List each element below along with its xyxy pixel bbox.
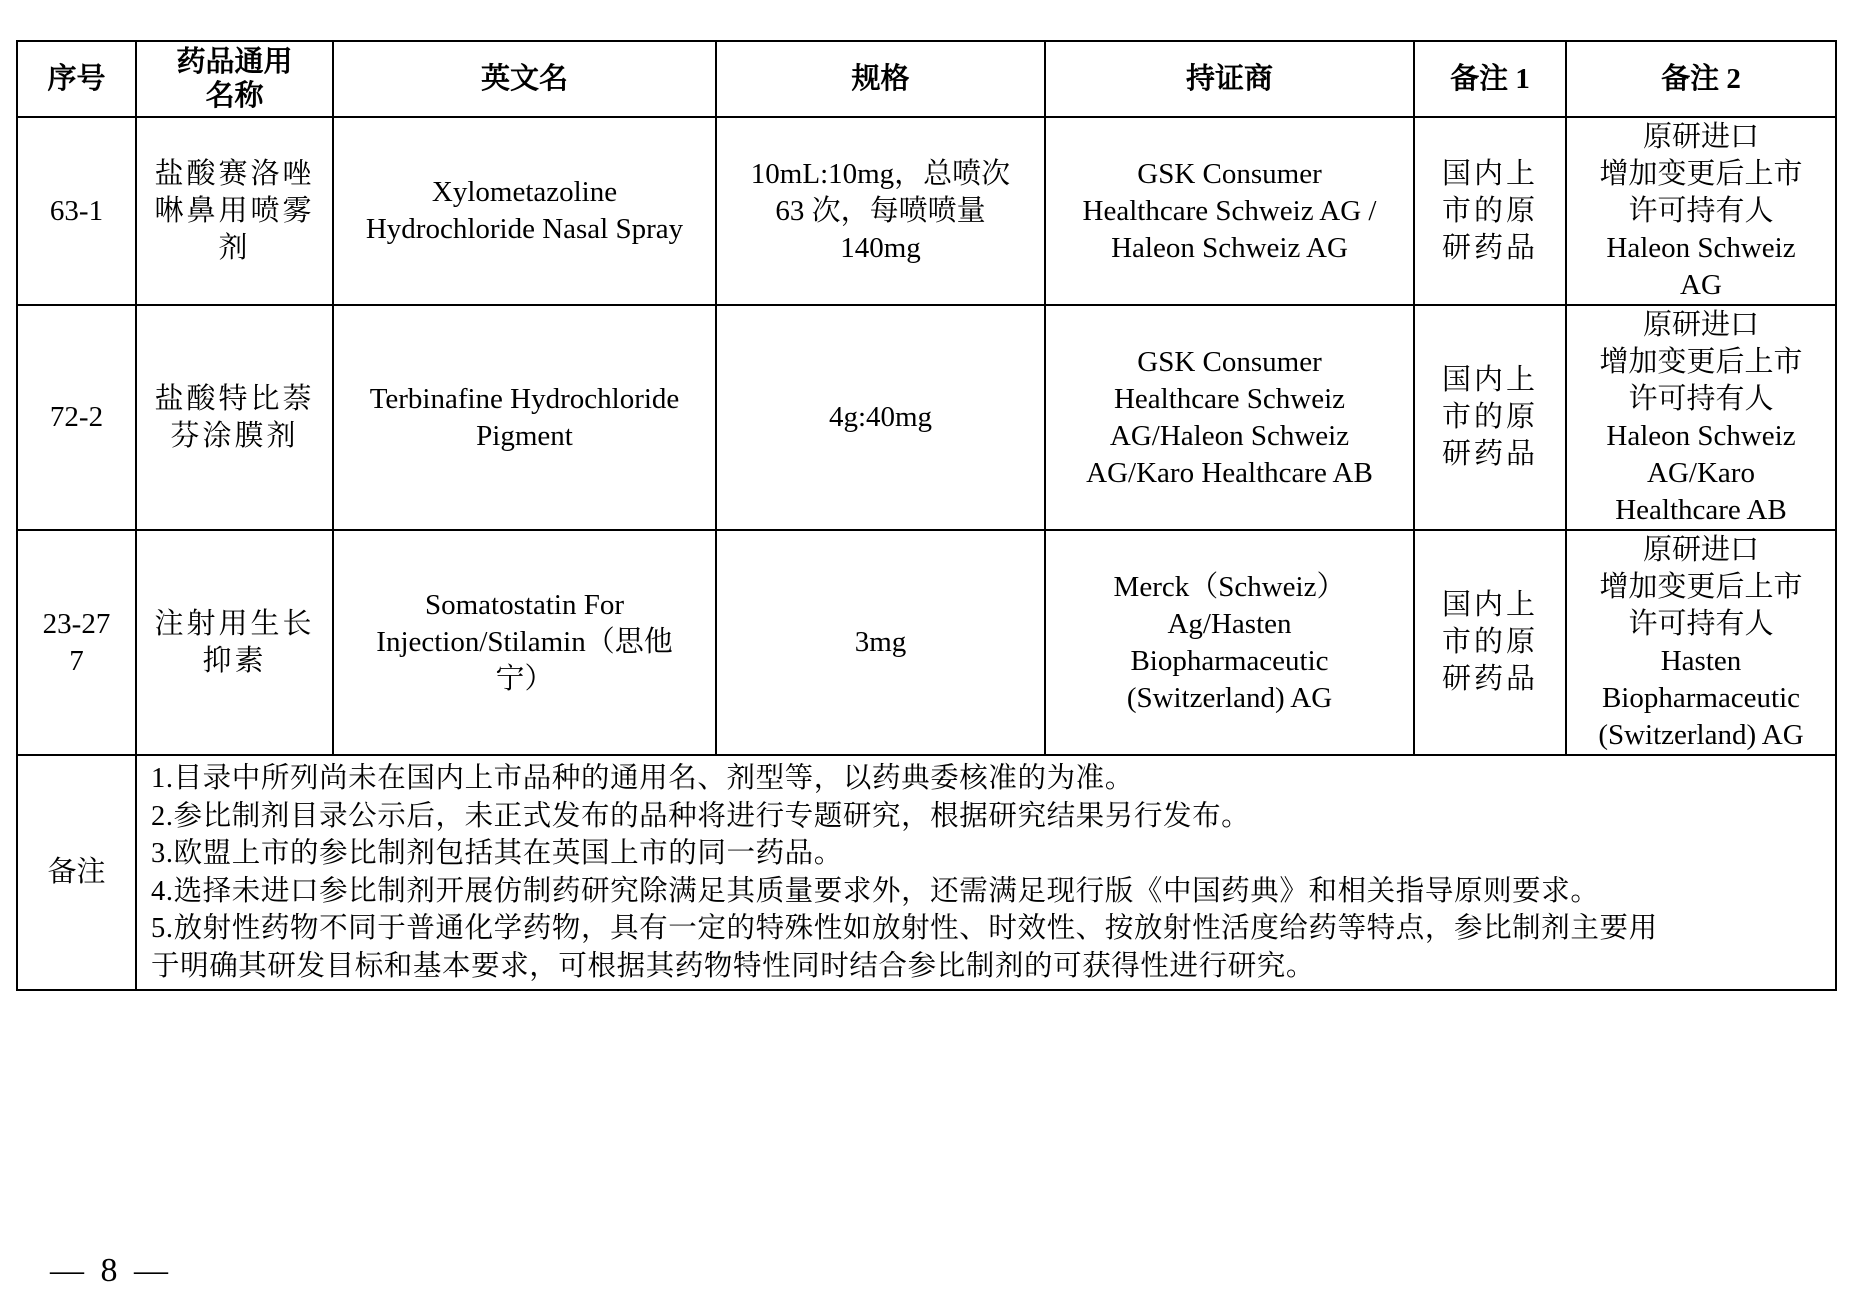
generic-name-cell: 盐酸赛洛唑 啉鼻用喷雾 剂: [136, 117, 333, 305]
header-seq: 序号: [17, 41, 136, 117]
header-english-name: 英文名: [333, 41, 716, 117]
holder-cell: Merck（Schweiz） Ag/Hasten Biopharmaceutic (Switzerland) AG: [1045, 530, 1414, 755]
note-line: 5.放射性药物不同于普通化学药物，具有一定的特殊性如放射性、时效性、按放射性活度给药等特点，参比制剂主要用: [151, 913, 1658, 944]
spec-cell: 3mg: [716, 530, 1045, 755]
header-holder: 持证商: [1045, 41, 1414, 117]
holder-cell: GSK Consumer Healthcare Schweiz AG/Haleon Schweiz AG/Karo Healthcare AB: [1045, 305, 1414, 530]
notes-row: [17, 755, 1836, 990]
note2-cell: 原研进口 增加变更后上市 许可持有人 Haleon Schweiz AG/Karo Healthcare AB: [1566, 305, 1836, 530]
table-row: [17, 530, 1836, 755]
english-name-cell: Terbinafine Hydrochloride Pigment: [333, 305, 716, 530]
generic-name-cell: 盐酸特比萘 芬涂膜剂: [136, 305, 333, 530]
note-line: 3.欧盟上市的参比制剂包括其在英国上市的同一药品。: [151, 838, 843, 869]
note1-cell: 国内上 市的原 研药品: [1414, 305, 1566, 530]
header-note1: 备注 1: [1414, 41, 1566, 117]
holder-cell: GSK Consumer Healthcare Schweiz AG / Haleon Schweiz AG: [1045, 117, 1414, 305]
table-row: [17, 305, 1836, 530]
notes-body: [136, 755, 1836, 990]
note-line: 4.选择未进口参比制剂开展仿制药研究除满足其质量要求外，还需满足现行版《中国药典》和相关指导原则要求。: [151, 875, 1600, 907]
note2-cell: 原研进口 增加变更后上市 许可持有人 Haleon Schweiz AG: [1566, 117, 1836, 305]
header-note2: 备注 2: [1566, 41, 1836, 117]
notes-label: 备注: [17, 755, 136, 990]
seq-cell: 23-27 7: [17, 530, 136, 755]
table-row: [17, 117, 1836, 305]
note-line: 于明确其研发目标和基本要求，可根据其药物特性同时结合参比制剂的可获得性进行研究。: [151, 950, 1316, 982]
note-line: 2.参比制剂目录公示后，未正式发布的品种将进行专题研究，根据研究结果另行发布。: [151, 800, 1251, 832]
page-number: — 8 —: [50, 1252, 172, 1289]
english-name-cell: Somatostatin For Injection/Stilamin（思他 宁）: [333, 530, 716, 755]
reference-drug-table: [16, 40, 1837, 991]
note1-cell: 国内上 市的原 研药品: [1414, 530, 1566, 755]
english-name-cell: Xylometazoline Hydrochloride Nasal Spray: [333, 117, 716, 305]
generic-name-cell: 注射用生长 抑素: [136, 530, 333, 755]
spec-cell: 4g:40mg: [716, 305, 1045, 530]
seq-cell: 72-2: [17, 305, 136, 530]
spec-cell: 10mL:10mg，总喷次 63 次，每喷喷量 140mg: [716, 117, 1045, 305]
note1-cell: 国内上 市的原 研药品: [1414, 117, 1566, 305]
header-spec: 规格: [716, 41, 1045, 117]
note-line: 1.目录中所列尚未在国内上市品种的通用名、剂型等，以药典委核准的为准。: [151, 763, 1134, 794]
note2-cell: 原研进口 增加变更后上市 许可持有人 Hasten Biopharmaceutic (Switzerland) AG: [1566, 530, 1836, 755]
table-header-row: [17, 41, 1836, 117]
header-generic-name: 药品通用 名称: [136, 41, 333, 117]
seq-cell: 63-1: [17, 117, 136, 305]
